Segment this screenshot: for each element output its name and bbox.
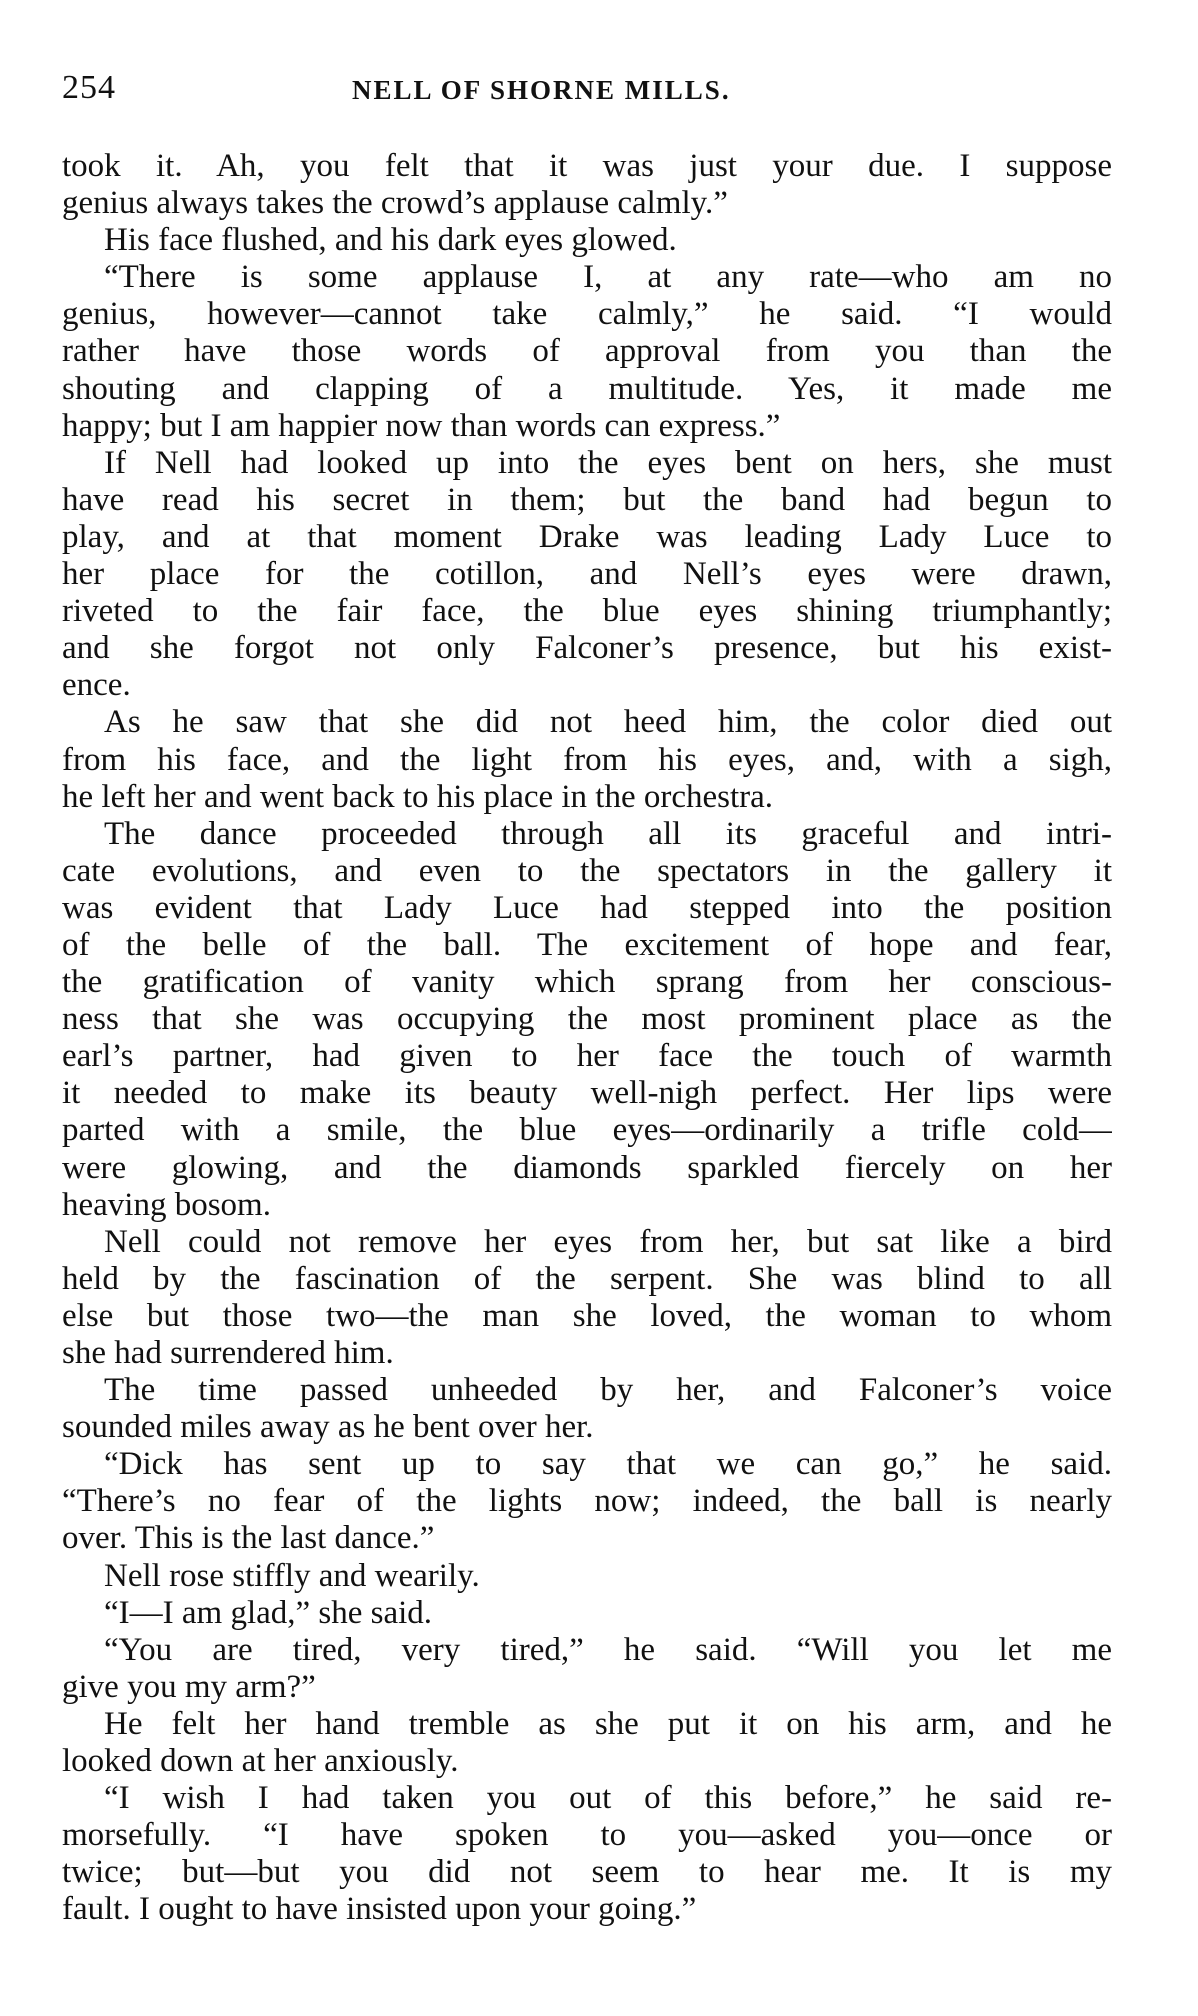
text-line: The dance proceeded through all its graceful and intri- (104, 815, 1112, 852)
text-line: ness that she was occupying the most prominent place as the (62, 1001, 1112, 1038)
text-line: her place for the cotillon, and Nell’s eyes were drawn, (62, 556, 1112, 593)
text-line: looked down at her anxiously. (62, 1743, 459, 1780)
text-line: ence. (62, 667, 131, 704)
text-line: heaving bosom. (62, 1186, 271, 1223)
text-line: “I—I am glad,” she said. (104, 1594, 433, 1631)
text-line: earl’s partner, had given to her face the touch of warmth (62, 1038, 1112, 1075)
text-line: fault. I ought to have insisted upon your going.” (62, 1891, 697, 1928)
text-line: have read his secret in them; but the band had begun to (62, 481, 1112, 518)
text-line: of the belle of the ball. The excitement of hope and fear, (62, 926, 1112, 963)
text-line: were glowing, and the diamonds sparkled fiercely on her (62, 1149, 1112, 1186)
text-line: held by the fascination of the serpent. She was blind to all (62, 1260, 1112, 1297)
text-line: riveted to the fair face, the blue eyes shining triumphantly; (62, 593, 1112, 630)
text-line: He felt her hand tremble as she put it on his arm, and he (104, 1705, 1112, 1742)
text-line: the gratification of vanity which sprang from her conscious- (62, 964, 1112, 1001)
page-number: 254 (62, 69, 116, 106)
text-line: The time passed unheeded by her, and Falconer’s voice (104, 1372, 1112, 1409)
text-line: Nell rose stiffly and wearily. (104, 1557, 480, 1594)
text-line: morsefully. “I have spoken to you—asked you—once or (62, 1817, 1112, 1854)
text-line: sounded miles away as he bent over her. (62, 1409, 594, 1446)
running-title: NELL OF SHORNE MILLS. (352, 75, 731, 105)
text-line: give you my arm?” (62, 1668, 316, 1705)
text-line: over. This is the last dance.” (62, 1520, 435, 1557)
text-line: rather have those words of approval from you than the (62, 333, 1112, 370)
text-line: genius always takes the crowd’s applause calmly.” (62, 185, 728, 222)
text-line: happy; but I am happier now than words can express.” (62, 407, 781, 444)
text-line: was evident that Lady Luce had stepped into the position (62, 889, 1112, 926)
text-line: from his face, and the light from his eyes, and, with a sigh, (62, 741, 1112, 778)
page-header (62, 68, 1112, 126)
text-line: parted with a smile, the blue eyes—ordinarily a trifle cold— (62, 1112, 1112, 1149)
text-line: “You are tired, very tired,” he said. “Will you let me (104, 1631, 1112, 1668)
text-line: play, and at that moment Drake was leading Lady Luce to (62, 518, 1112, 555)
text-line: Nell could not remove her eyes from her, but sat like a bird (104, 1223, 1112, 1260)
text-line: “There’s no fear of the lights now; indeed, the ball is nearly (62, 1483, 1112, 1520)
text-line: twice; but—but you did not seem to hear me. It is my (62, 1854, 1112, 1891)
text-line: “I wish I had taken you out of this before,” he said re- (104, 1780, 1112, 1817)
text-line: shouting and clapping of a multitude. Yes, it made me (62, 370, 1112, 407)
text-line: “There is some applause I, at any rate—who am no (104, 259, 1112, 296)
text-line: As he saw that she did not heed him, the color died out (104, 704, 1112, 741)
text-line: he left her and went back to his place in the orchestra. (62, 778, 774, 815)
text-line: she had surrendered him. (62, 1335, 394, 1371)
text-line: genius, however—cannot take calmly,” he said. “I would (62, 296, 1112, 333)
text-line: and she forgot not only Falconer’s presence, but his exist- (62, 630, 1112, 667)
text-line: “Dick has sent up to say that we can go,” he said. (104, 1446, 1112, 1483)
text-line: else but those two—the man she loved, the woman to whom (62, 1297, 1112, 1334)
body-text (62, 148, 1112, 1929)
text-line: His face flushed, and his dark eyes glowed. (104, 222, 677, 259)
text-line: took it. Ah, you felt that it was just your due. I suppose (62, 148, 1112, 184)
text-line: it needed to make its beauty well-nigh perfect. Her lips were (62, 1075, 1112, 1112)
text-line: cate evolutions, and even to the spectators in the gallery it (62, 852, 1112, 889)
text-line: If Nell had looked up into the eyes bent on hers, she must (104, 444, 1112, 481)
